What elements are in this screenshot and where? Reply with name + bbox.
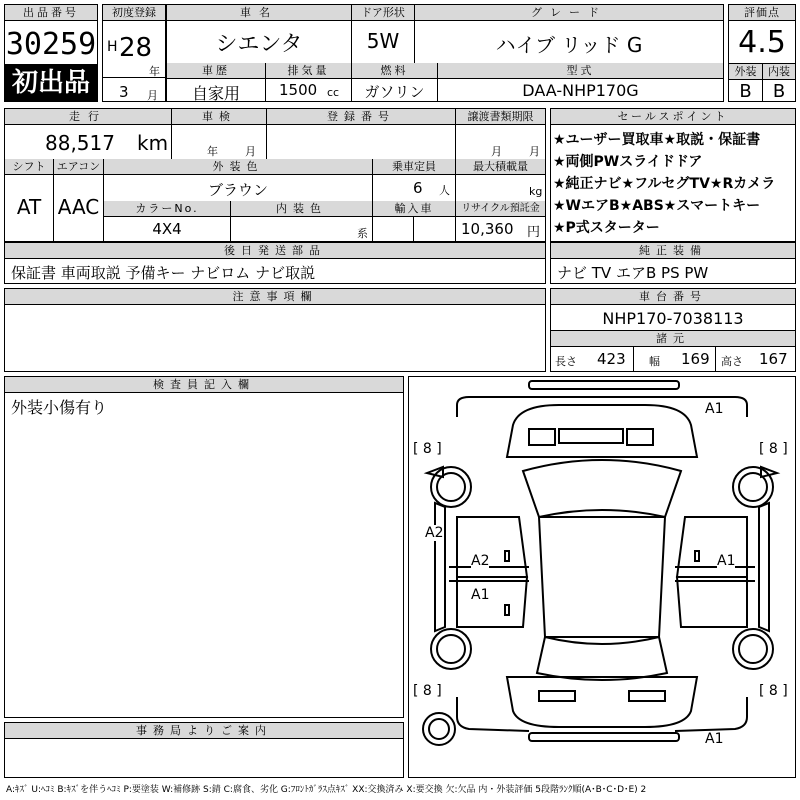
damage-mark-rear: A1 [705, 731, 724, 747]
specs-header: 諸元 [551, 330, 795, 347]
damage-mark-front: A1 [705, 401, 724, 417]
tire-tread-rear-left: [ 8 ] [413, 683, 442, 699]
transfer-deadline-header: 譲渡書類期限 [456, 109, 545, 125]
selling-point: ★両側PWスライドドア [553, 154, 703, 170]
lot-number: 30259 [5, 27, 97, 62]
first-registration-box [102, 4, 166, 102]
grade: ハイブ リッド G [495, 33, 643, 57]
fuel: ガソリン [364, 83, 425, 101]
model-header: 型式 [438, 63, 723, 79]
damage-diagram-box [408, 376, 796, 778]
caution-header: 注意事項欄 [5, 289, 545, 305]
model-code: DAA-NHP170G [522, 81, 639, 100]
later-parts-header: 後日発送部品 [5, 243, 545, 259]
registration-number-header: 登録番号 [267, 109, 455, 125]
selling-points-list [553, 129, 775, 239]
exterior-color: ブラウン [207, 181, 268, 199]
grade-header: グレード [415, 5, 723, 21]
car-name: シエンタ [215, 32, 303, 57]
shift-header: シフト [5, 159, 53, 175]
tire-tread-front-left: [ 8 ] [413, 441, 442, 457]
chassis-header: 車台番号 [551, 289, 795, 305]
transfer-month-unit: 月 [491, 145, 502, 158]
door-type: 5W [366, 29, 400, 53]
damage-legend: A:ｷｽﾞ U:ﾍｺﾐ B:ｷｽﾞを伴うﾍｺﾐ P:要塗装 W:補修跡 S:錆 C:腐食、劣化 G:ﾌﾛﾝﾄｶﾞﾗｽ点ｷｽﾞ XX:交換済み X:要交換 欠:欠品 内・外装評価 5段階ﾗﾝｸ順(A･B･C･D･E) 2 [6, 785, 647, 795]
standard-equipment-text: ナビ TV エアB PS PW [557, 264, 709, 282]
displacement-header: 排気量 [266, 63, 351, 79]
interior-score: B [772, 81, 786, 102]
door-header: ドア形状 [352, 5, 414, 21]
damage-mark-left-front-door: A2 [471, 553, 490, 569]
overall-score: 4.5 [738, 25, 786, 60]
car-outline-diagram [409, 377, 795, 777]
mileage-unit: km [137, 131, 169, 155]
chassis-number: NHP170-7038113 [602, 309, 744, 328]
tire-tread-front-right: [ 8 ] [759, 441, 788, 457]
mileage: 88,517 [45, 131, 115, 155]
recycle-unit: 円 [527, 225, 541, 240]
year-unit: 年 [149, 65, 160, 78]
score-header: 評価点 [729, 5, 795, 21]
first-listing-badge: 初出品 [5, 64, 97, 102]
selling-point: ★WエアB★ABS★スマートキー [553, 198, 761, 214]
capacity: 6 [413, 179, 423, 197]
color-number-header: カラーNo. [104, 201, 230, 217]
inspector-notes-box [4, 376, 404, 718]
displacement-unit: cc [327, 86, 340, 99]
fuel-header: 燃料 [352, 63, 437, 79]
width-label: 幅 [649, 355, 660, 368]
car-info-box [166, 4, 724, 102]
import-header: 輸入車 [373, 201, 455, 217]
chassis-box [550, 288, 796, 372]
color-number: 4X4 [152, 220, 182, 238]
vehicle-history: 自家用 [191, 84, 240, 103]
interior-score-header: 内装 [763, 63, 795, 80]
shift: AT [16, 195, 42, 219]
ac-header: エアコン [54, 159, 103, 175]
height-value: 167 [759, 350, 788, 368]
selling-points-header: セールスポイント [551, 109, 795, 125]
vehicle-details-box [4, 108, 546, 242]
air-conditioner: AAC [57, 195, 100, 219]
car-name-header: 車名 [167, 5, 351, 21]
selling-point: ★P式スターター [553, 220, 660, 236]
first-reg-year: 28 [119, 33, 153, 63]
month-unit: 月 [147, 89, 158, 102]
max-load-header: 最大積載量 [456, 159, 545, 175]
selling-points-box [550, 108, 796, 242]
capacity-header: 乗車定員 [373, 159, 455, 175]
first-reg-month: 3 [119, 83, 129, 101]
width-value: 169 [681, 350, 710, 368]
inspection-month-unit: 月 [245, 145, 256, 158]
height-label: 高さ [721, 355, 743, 368]
inspector-note: 外装小傷有り [11, 398, 108, 417]
selling-point: ★ユーザー買取車★取説・保証書 [553, 132, 761, 148]
damage-mark-right-door: A1 [717, 553, 736, 569]
lot-number-header: 出品番号 [5, 5, 97, 21]
recycle-deposit-header: リサイクル預託金 [456, 201, 545, 217]
tire-tread-rear-right: [ 8 ] [759, 683, 788, 699]
later-parts-box [4, 242, 546, 284]
caution-box [4, 288, 546, 372]
inspection-header: 車検 [172, 109, 266, 125]
transfer-day-unit: 月 [529, 145, 540, 158]
capacity-unit: 人 [439, 184, 450, 197]
era: H [107, 39, 118, 55]
displacement: 1500 [279, 81, 318, 99]
inspection-year-unit: 年 [207, 145, 218, 158]
mileage-header: 走行 [5, 109, 171, 125]
office-notice-box [4, 722, 404, 778]
standard-equipment-header: 純正装備 [551, 243, 795, 259]
standard-equipment-box [550, 242, 796, 284]
max-load-unit: kg [529, 185, 543, 198]
first-registration-header: 初度登録 [103, 5, 165, 21]
recycle-deposit: 10,360 [461, 220, 514, 238]
interior-color-header: 内装色 [231, 201, 372, 217]
inspector-notes-header: 検査員記入欄 [5, 377, 403, 393]
history-header: 車歴 [167, 63, 265, 79]
exterior-score-header: 外装 [729, 63, 762, 80]
length-value: 423 [597, 350, 626, 368]
length-label: 長さ [555, 355, 577, 368]
damage-mark-left-rear-door: A1 [471, 587, 490, 603]
score-box [728, 4, 796, 102]
interior-color-unit: 系 [357, 227, 368, 240]
exterior-score: B [739, 81, 752, 102]
selling-point: ★純正ナビ★フルセグTV★Rカメラ [553, 176, 776, 192]
later-parts-text: 保証書 車両取説 予備キー ナビロム ナビ取説 [11, 264, 316, 282]
office-notice-header: 事務局よりご案内 [5, 723, 403, 739]
exterior-color-header: 外装色 [104, 159, 372, 175]
damage-mark-left-fender: A2 [425, 525, 444, 541]
